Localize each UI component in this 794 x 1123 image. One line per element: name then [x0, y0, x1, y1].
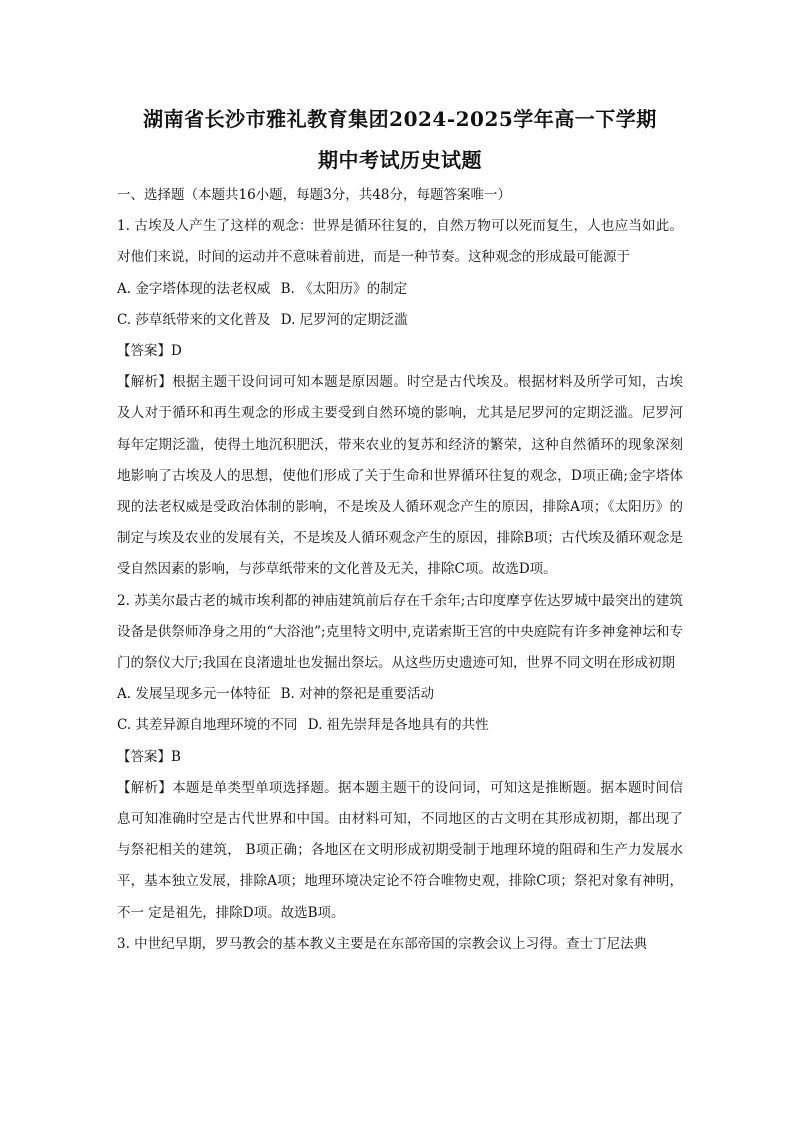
analysis: 【解析】根据主题干设问词可知本题是原因题。时空是古代埃及。根据材料及所学可知，古埃及人对于循环和再生观念的形成主要受到自然环境的影响，尤其是尼罗河的定期泛滥。尼罗河每年定期泛滥，使得土地沉积肥沃，带来农业的复苏和经济的繁荣，这种自然循环的现象深刻地影响了古埃及人的思想，使他们形成了关于生命和世界循环往复的观念，D项正确;金字塔体现的法老权威是受政治体制的影响，不是埃及人循环观念产生的原因，排除A项；《太阳历》的制定与埃及农业的发展有关，不是埃及人循环观念产生的原因，排除B项；古代埃及循环观念是受自然因素的影响，与莎草纸带来的文化普及无关，排除C项。故选D项。 [117, 374, 683, 578]
question-stem: 2. 苏美尔最古老的城市埃利都的神庙建筑前后存在千余年;古印度摩亨佐达罗城中最突出的建筑设备是供祭师净身之用的“大浴池”;克里特文明中,克诺索斯王宫的中央庭院有许多神龛神坛和专门的祭仪大厅;我国在良渚遗址也发掘出祭坛。从这些历史遗迹可知，世界不同文明在形成初期 [117, 592, 683, 672]
question-2 [117, 586, 683, 929]
options-row [117, 710, 683, 741]
option-b: B. 对神的祭祀是重要活动 [280, 686, 435, 703]
question-stem: 3. 中世纪早期，罗马教会的基本教义主要是在东部帝国的宗教会议上习得。查士丁尼法典 [117, 935, 648, 952]
options-row [117, 274, 683, 305]
question-1 [117, 211, 683, 585]
option-a: A. 金字塔体现的法老权威 [117, 280, 271, 297]
section-heading: 一、选择题（本题共16小题，每题3分，共48分，每题答案唯一） [117, 187, 511, 203]
option-d: D. 尼罗河的定期泛滥 [280, 311, 408, 328]
answer: 【答案】D [117, 343, 182, 360]
document-title-line1: 湖南省长沙市雅礼教育集团2024-2025学年高一下学期 [143, 107, 657, 131]
document-page [117, 96, 683, 960]
question-3 [117, 929, 683, 960]
options-row [117, 679, 683, 710]
document-title-line2: 期中考试历史试题 [318, 148, 482, 172]
option-b: B. 《太阳历》的制定 [280, 280, 408, 297]
option-c: C. 莎草纸带来的文化普及 [117, 311, 271, 328]
analysis: 【解析】本题是单类型单项选择题。据本题主题干的设问词，可知这是推断题。据本题时间信息可知准确时空是古代世界和中国。由材料可知，不同地区的古文明在其形成初期，都出现了与祭祀相关的建筑， B项正确；各地区在文明形成初期受制于地理环境的阻碍和生产力发展水平，基本独立发展，排除A项；地理环境决定论不符合唯物史观，排除C项；祭祀对象有神明，不一 定是祖先，排除D项。故选B项。 [117, 779, 683, 921]
option-d: D. 祖先崇拜是各地具有的共性 [307, 717, 489, 734]
question-stem: 1. 古埃及人产生了这样的观念：世界是循环往复的，自然万物可以死而复生，人也应当如此。对他们来说，时间的运动并不意味着前进，而是一种节奏。这种观念的形成最可能源于 [117, 218, 683, 266]
option-c: C. 其差异源自地理环境的不同 [117, 717, 298, 734]
answer: 【答案】B [117, 748, 181, 765]
options-row [117, 305, 683, 336]
option-a: A. 发展呈现多元一体特征 [117, 686, 271, 703]
